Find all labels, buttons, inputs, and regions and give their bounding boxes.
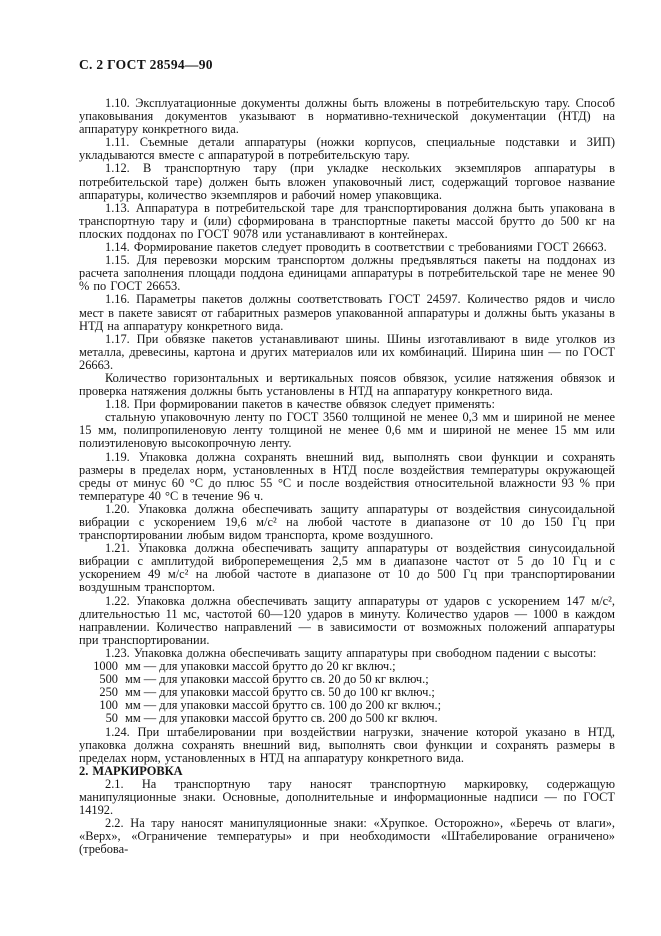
drop-height-value: 100 bbox=[99, 698, 118, 713]
paragraph-1-17-continuation: Количество горизонтальных и вертикальных поясов обвязок, усилие натяжения обвязок и проверка натяжения должны быть установлены в НТД на аппаратуру конкретного вида. bbox=[79, 370, 615, 399]
section-2-heading: 2. МАРКИРОВКА bbox=[79, 763, 183, 778]
paragraph-1-16: 1.16. Параметры пакетов должны соответствовать ГОСТ 24597. Количество рядов и число мест в пакете зависят от габаритных размеров упакованной аппаратуры и должны быть указаны в НТД на аппаратуру конкретного вида. bbox=[79, 292, 615, 333]
paragraph-1-11: 1.11. Съемные детали аппаратуры (ножки корпусов, специальные подставки и ЗИП) укладываются вместе с аппаратурой в потребительскую тару. bbox=[79, 135, 615, 163]
paragraph-1-17: 1.17. При обвязке пакетов устанавливают шины. Шины изготавливают в виде уголков из металла, древесины, картона и других материалов или их комбинаций. Ширина шин — по ГОСТ 26663. bbox=[79, 331, 615, 372]
drop-height-value: 500 bbox=[99, 672, 118, 687]
paragraph-1-18-body: стальную упаковочную ленту по ГОСТ 3560 толщиной не менее 0,3 мм и шириной не менее 15 мм, полипропиленовую ленту толщиной не менее 0,6 мм и шириной не менее 15 мм или полиэтиленовую высокопрочную ленту. bbox=[79, 410, 615, 451]
paragraph-1-22: 1.22. Упаковка должна обеспечивать защиту аппаратуры от ударов с ускорением 147 м/с², длительностью 11 мс, частотой 60—120 ударов в минуту. Количество ударов — 1000 в каждом направлении. Количество направлений — в зависимости от возможных положений аппаратуры при транспортировании. bbox=[79, 593, 615, 647]
section-1-body bbox=[79, 97, 615, 856]
paragraph-1-14: 1.14. Формирование пакетов следует проводить в соответствии с требованиями ГОСТ 26663. bbox=[105, 240, 607, 255]
paragraph-1-12: 1.12. В транспортную тару (при укладке нескольких экземпляров аппаратуры в потребительской таре) должен быть вложен упаковочный лист, содержащий торговое название аппаратуры, количество экземпляров и рабочий номер упаковщика. bbox=[79, 161, 615, 202]
paragraph-1-21: 1.21. Упаковка должна обеспечивать защиту аппаратуры от воздействия синусоидальной вибрации с амплитудой виброперемещения 2,5 мм в диапазоне частот от 5 до 10 Гц и с ускорением 49 м/с² на любой частоте в диапазоне от 10 до 500 Гц при транспортировании воздушным транспортом. bbox=[79, 541, 615, 595]
drop-height-description: мм — для упаковки массой брутто св. 100 до 200 кг включ.; bbox=[125, 698, 442, 713]
paragraph-1-15: 1.15. Для перевозки морским транспортом должны предъявляться пакеты на поддонах из расчета заполнения площади поддона единицами аппаратуры в потребительской таре не менее 90 % по ГОСТ 26653. bbox=[79, 253, 615, 294]
paragraph-1-10: 1.10. Эксплуатационные документы должны быть вложены в потребительскую тару. Способ упаковывания документов указывают в нормативно-технической документации (НТД) на аппаратуру конкретного вида. bbox=[79, 96, 615, 137]
paragraph-2-2: 2.2. На тару наносят манипуляционные знаки: «Хрупкое. Осторожно», «Беречь от влаги», «Верх», «Ограничение температуры» и при необходимости «Штабелирование ограничено» (требова- bbox=[79, 816, 615, 857]
page-header: С. 2 ГОСТ 28594—90 bbox=[79, 57, 213, 72]
drop-height-description: мм — для упаковки массой брутто до 20 кг включ.; bbox=[125, 659, 396, 674]
drop-height-description: мм — для упаковки массой брутто св. 50 до 100 кг включ.; bbox=[125, 685, 435, 700]
drop-height-description: мм — для упаковки массой брутто св. 200 до 500 кг включ. bbox=[125, 711, 438, 726]
paragraph-1-13: 1.13. Аппаратура в потребительской таре для транспортирования должна быть упакована в транспортную тару и (или) сформирована в транспортные пакеты массой брутто до 500 кг на плоских поддонах по ГОСТ 9078 или устанавливают в контейнерах. bbox=[79, 200, 615, 241]
drop-height-value: 250 bbox=[99, 685, 118, 700]
drop-height-value: 1000 bbox=[93, 659, 118, 674]
drop-height-description: мм — для упаковки массой брутто св. 20 до 50 кг включ.; bbox=[125, 672, 429, 687]
list-item bbox=[79, 712, 615, 725]
paragraph-2-1: 2.1. На транспортную тару наносят транспортную маркировку, содержащую манипуляционные знаки. Основные, дополнительные и информационные надписи — по ГОСТ 14192. bbox=[79, 776, 615, 818]
text-block bbox=[79, 57, 615, 856]
paragraph-1-18-intro: 1.18. При формировании пакетов в качестве обвязок следует применять: bbox=[105, 397, 495, 412]
drop-height-value: 50 bbox=[105, 711, 118, 726]
paragraph-1-20: 1.20. Упаковка должна обеспечивать защиту аппаратуры от воздействия синусоидальной вибрации с ускорением 19,6 м/с² на любой частоте в диапазоне от 10 до 150 Гц при транспортировании любым видом транспорта, кроме воздушного. bbox=[79, 501, 615, 543]
paragraph-1-23-intro: 1.23. Упаковка должна обеспечивать защиту аппаратуры при свободном падении с высоты: bbox=[105, 645, 597, 660]
paragraph-1-24: 1.24. При штабелировании при воздействии нагрузки, значение которой указано в НТД, упаковка должна сохранять внешний вид, выполнять свои функции и сохранять размеры в пределах норм, установленных в НТД на аппаратуру конкретного вида. bbox=[79, 724, 615, 765]
paragraph-1-19: 1.19. Упаковка должна сохранять внешний вид, выполнять свои функции и сохранять размеры в пределах норм, установленных в НТД после воздействия температуры окружающей среды от минус 60 °С до плюс 55 °С и после воздействия относительной влажности 93 % при температуре 40 °С в течение 96 ч. bbox=[79, 449, 615, 503]
drop-height-list bbox=[79, 660, 615, 725]
